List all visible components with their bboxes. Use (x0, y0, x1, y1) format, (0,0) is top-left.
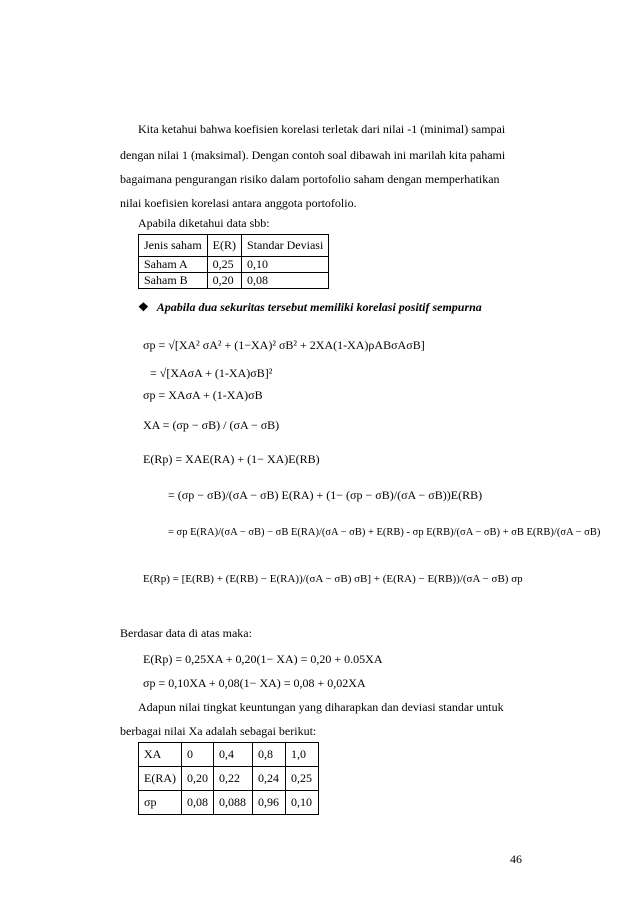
result-std-deviation: σp = 0,10XA + 0,08(1− XA) = 0,08 + 0,02XA (143, 676, 366, 690)
table-cell: 1,0 (286, 743, 319, 767)
table-cell: 0,24 (253, 767, 286, 791)
table-cell: 0,08 (182, 791, 214, 815)
table-row (139, 743, 319, 767)
equation-7: = σp E(RA)/(σA − σB) − σB E(RA)/(σA − σB) + E(RB) - σp E(RB)/(σA − σB) + σB E(RB)/(σA − σB) (168, 527, 601, 538)
diamond-bullet-icon: ❖ (138, 300, 149, 314)
table-cell: 0,96 (253, 791, 286, 815)
table-header: Standar Deviasi (241, 235, 328, 257)
bullet-heading (138, 300, 482, 315)
portfolio-values-table (138, 742, 319, 815)
equation-6: = (σp − σB)/(σA − σB) E(RA) + (1− (σp − σB)/(σA − σB))E(RB) (168, 488, 483, 502)
stock-data-table (138, 234, 329, 289)
table-cell: 0,08 (241, 273, 328, 289)
intro-line-2: dengan nilai 1 (maksimal). Dengan contoh soal dibawah ini marilah kita pahami (120, 148, 506, 162)
table-cell: 0,20 (182, 767, 214, 791)
table-row (139, 791, 319, 815)
outro-line-1: Adapun nilai tingkat keuntungan yang diharapkan dan deviasi standar untuk (138, 700, 504, 714)
table-cell: 0,25 (286, 767, 319, 791)
table-cell: 0,10 (241, 257, 328, 273)
table-cell: Saham B (139, 273, 208, 289)
result-expected-return: E(Rp) = 0,25XA + 0,20(1− XA) = 0,20 + 0.05XA (143, 652, 383, 666)
given-label: Apabila diketahui data sbb: (138, 216, 270, 230)
table-cell: 0,8 (253, 743, 286, 767)
bullet-heading-text: Apabila dua sekuritas tersebut memiliki korelasi positif sempurna (156, 300, 482, 314)
table-cell: σp (139, 791, 182, 815)
table-header: Jenis saham (139, 235, 208, 257)
table-header: E(R) (207, 235, 241, 257)
table-cell: 0,22 (214, 767, 253, 791)
table-cell: 0,20 (207, 273, 241, 289)
equation-4: XA = (σp − σB) / (σA − σB) (143, 418, 280, 432)
equation-8: E(Rp) = [E(RB) + (E(RB) − E(RA))/(σA − σB) σB] + (E(RA) − E(RB))/(σA − σB) σp (143, 573, 523, 585)
table-row (139, 767, 319, 791)
equation-5: E(Rp) = XAE(RA) + (1− XA)E(RB) (143, 452, 320, 466)
table-cell: 0,25 (207, 257, 241, 273)
table-cell: 0,4 (214, 743, 253, 767)
intro-line-3: bagaimana pengurangan risiko dalam portofolio saham dengan memperhatikan (120, 172, 500, 186)
table-cell: Saham A (139, 257, 208, 273)
table-cell: XA (139, 743, 182, 767)
based-label: Berdasar data di atas maka: (120, 626, 252, 640)
intro-line-1: Kita ketahui bahwa koefisien korelasi terletak dari nilai -1 (minimal) sampai (138, 122, 506, 136)
equation-1: σp = √[XA² σA² + (1−XA)² σB² + 2XA(1-XA)ρABσAσB] (143, 338, 425, 352)
table-cell: E(RA) (139, 767, 182, 791)
table-row (139, 273, 329, 289)
outro-line-2: berbagai nilai Xa adalah sebagai berikut: (120, 724, 317, 738)
table-header-row (139, 235, 329, 257)
intro-line-4: nilai koefisien korelasi antara anggota portofolio. (120, 196, 357, 210)
table-cell: 0,10 (286, 791, 319, 815)
table-cell: 0,088 (214, 791, 253, 815)
page-number: 46 (510, 852, 522, 866)
equation-3: σp = XAσA + (1-XA)σB (143, 388, 263, 402)
table-cell: 0 (182, 743, 214, 767)
table-row (139, 257, 329, 273)
equation-2: = √[XAσA + (1-XA)σB]² (150, 366, 273, 380)
